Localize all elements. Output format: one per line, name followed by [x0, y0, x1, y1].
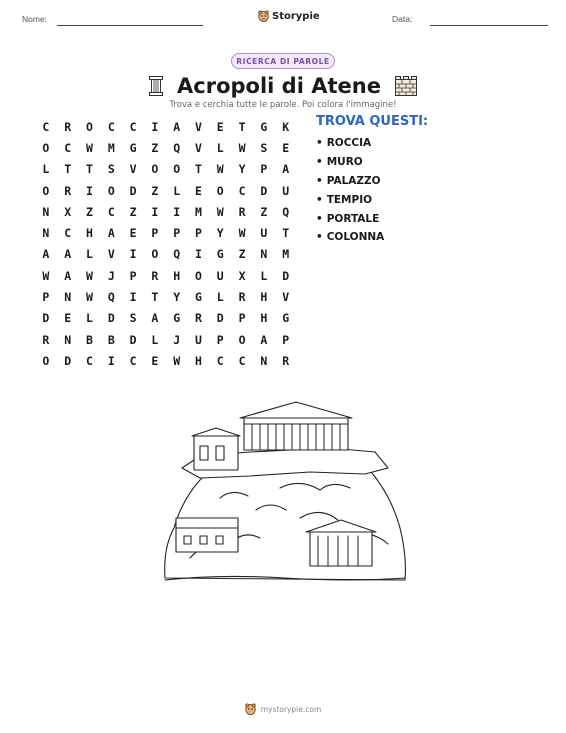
grid-row [35, 137, 297, 158]
grid-cell[interactable]: O [107, 183, 115, 198]
grid-row [35, 222, 297, 243]
instructions: Trova e cerchia tutte le parole. Poi colora l'immagine! [169, 100, 397, 110]
grid-cell[interactable]: A [173, 119, 181, 134]
grid-cell[interactable]: R [195, 311, 202, 326]
grid-cell[interactable]: N [260, 353, 268, 368]
grid-cell[interactable]: G [195, 290, 202, 305]
grid-row [35, 265, 297, 286]
grid-cell[interactable]: N [42, 204, 50, 219]
grid-cell[interactable]: C [64, 226, 72, 241]
grid-cell[interactable]: L [216, 290, 224, 305]
word-list-item: • COLONNA [316, 231, 385, 244]
grid-cell[interactable]: K [282, 119, 290, 134]
grid-cell[interactable]: I [129, 247, 137, 262]
grid-cell[interactable]: P [173, 226, 181, 241]
grid-cell[interactable]: W [86, 140, 93, 155]
storypie-logo-icon [245, 703, 256, 715]
grid-row [35, 159, 297, 180]
grid-cell[interactable]: P [216, 332, 224, 347]
grid-cell[interactable]: I [151, 204, 159, 219]
grid-cell[interactable]: T [86, 162, 93, 177]
name-line[interactable] [57, 25, 203, 26]
grid-cell[interactable]: H [86, 226, 93, 241]
grid-cell[interactable]: O [216, 183, 224, 198]
grid-cell[interactable]: P [195, 226, 202, 241]
grid-cell[interactable]: L [260, 268, 268, 283]
grid-cell[interactable]: C [64, 140, 72, 155]
grid-cell[interactable]: N [42, 226, 50, 241]
grid-cell[interactable]: W [86, 290, 93, 305]
grid-cell[interactable]: H [260, 311, 268, 326]
grid-cell[interactable]: V [195, 140, 202, 155]
grid-row [35, 116, 297, 137]
grid-cell[interactable]: D [216, 311, 224, 326]
grid-cell[interactable]: T [64, 162, 72, 177]
grid-cell[interactable]: A [64, 268, 72, 283]
grid-cell[interactable]: O [195, 268, 202, 283]
word-list-title: TROVA QUESTI: [316, 114, 429, 129]
grid-cell[interactable]: A [107, 226, 115, 241]
acropolis-illustration[interactable] [160, 388, 410, 593]
grid-cell[interactable]: J [173, 332, 181, 347]
word-label: PORTALE [326, 212, 380, 225]
date-label: Data: [392, 14, 413, 24]
word-label: PALAZZO [326, 174, 381, 187]
grid-cell[interactable]: L [86, 311, 93, 326]
grid-cell[interactable]: A [42, 247, 50, 262]
grid-cell[interactable]: Z [151, 140, 159, 155]
grid-cell[interactable]: X [64, 204, 72, 219]
grid-cell[interactable]: I [107, 353, 115, 368]
grid-row [35, 201, 297, 222]
grid-cell[interactable]: M [107, 140, 115, 155]
column-icon [149, 76, 163, 96]
grid-cell[interactable]: R [42, 332, 50, 347]
storypie-logo-icon [258, 10, 269, 22]
grid-cell[interactable]: D [42, 311, 50, 326]
grid-cell[interactable]: H [173, 268, 181, 283]
grid-cell[interactable]: E [151, 353, 159, 368]
grid-cell[interactable]: Q [173, 247, 181, 262]
grid-cell[interactable]: O [151, 162, 159, 177]
word-list-item: • PALAZZO [316, 174, 381, 187]
grid-cell[interactable]: C [42, 119, 50, 134]
grid-cell[interactable]: C [107, 204, 115, 219]
grid-cell[interactable]: W [216, 204, 224, 219]
grid-cell[interactable]: M [195, 204, 202, 219]
page-title: Acropoli di Atene [177, 74, 381, 98]
grid-cell[interactable]: Z [238, 247, 246, 262]
category-badge: RICERCA DI PAROLE [231, 53, 335, 69]
grid-cell[interactable]: A [260, 332, 268, 347]
word-label: ROCCIA [326, 137, 372, 150]
grid-cell[interactable]: N [260, 247, 268, 262]
footer-url[interactable]: mystorypie.com [260, 704, 322, 714]
grid-row [35, 308, 297, 329]
grid-cell[interactable]: P [129, 268, 137, 283]
grid-cell[interactable]: N [64, 290, 72, 305]
grid-cell[interactable]: T [151, 290, 159, 305]
grid-cell[interactable]: W [238, 226, 246, 241]
brand [258, 10, 320, 22]
grid-cell[interactable]: L [86, 247, 93, 262]
grid-cell[interactable]: I [86, 183, 93, 198]
grid-cell[interactable]: E [216, 119, 224, 134]
word-list [316, 134, 384, 247]
grid-cell[interactable]: R [64, 183, 72, 198]
grid-cell[interactable]: Q [282, 204, 290, 219]
grid-cell[interactable]: C [86, 353, 93, 368]
grid-cell[interactable]: E [129, 226, 137, 241]
grid-cell[interactable]: Q [107, 290, 115, 305]
grid-cell[interactable]: R [282, 353, 290, 368]
grid-cell[interactable]: O [42, 353, 50, 368]
word-list-item: • MURO [316, 156, 363, 169]
grid-cell[interactable]: W [86, 268, 93, 283]
grid-row [35, 244, 297, 265]
grid-cell[interactable]: N [64, 332, 72, 347]
grid-cell[interactable]: P [42, 290, 50, 305]
grid-cell[interactable]: B [107, 332, 115, 347]
grid-cell[interactable]: E [195, 183, 202, 198]
word-list-item: • ROCCIA [316, 137, 372, 150]
name-label: Nome: [22, 14, 48, 24]
grid-cell[interactable]: C [238, 353, 246, 368]
grid-cell[interactable]: U [260, 226, 268, 241]
grid-cell[interactable]: S [129, 311, 137, 326]
grid-cell[interactable]: Z [151, 183, 159, 198]
brick-wall-icon [395, 76, 417, 96]
grid-cell[interactable]: O [238, 332, 246, 347]
grid-cell[interactable]: Z [129, 204, 137, 219]
grid-cell[interactable]: X [238, 268, 246, 283]
grid-cell[interactable]: D [260, 183, 268, 198]
grid-cell[interactable]: E [64, 311, 72, 326]
grid-cell[interactable]: J [107, 268, 115, 283]
grid-cell[interactable]: A [282, 162, 290, 177]
grid-cell[interactable]: Z [260, 204, 268, 219]
grid-cell[interactable]: L [42, 162, 50, 177]
grid-cell[interactable]: Q [173, 140, 181, 155]
grid-cell[interactable]: D [107, 311, 115, 326]
grid-cell[interactable]: H [260, 290, 268, 305]
word-list-item: • TEMPIO [316, 193, 373, 206]
grid-cell[interactable]: E [282, 140, 290, 155]
grid-cell[interactable]: C [107, 119, 115, 134]
grid-cell[interactable]: W [173, 353, 181, 368]
word-label: MURO [326, 156, 363, 169]
grid-cell[interactable]: P [151, 226, 159, 241]
grid-cell[interactable]: D [129, 183, 137, 198]
grid-cell[interactable]: G [260, 119, 268, 134]
grid-cell[interactable]: R [151, 268, 159, 283]
grid-cell[interactable]: S [260, 140, 268, 155]
brand-name: Storypie [272, 10, 320, 22]
grid-cell[interactable]: T [238, 119, 246, 134]
grid-cell[interactable]: P [282, 332, 290, 347]
grid-cell[interactable]: C [129, 353, 137, 368]
grid-cell[interactable]: G [282, 311, 290, 326]
grid-cell[interactable]: O [86, 119, 93, 134]
grid-cell[interactable]: T [282, 226, 290, 241]
grid-cell[interactable]: V [129, 162, 137, 177]
grid-cell[interactable]: W [216, 162, 224, 177]
grid-cell[interactable]: I [173, 204, 181, 219]
grid-cell[interactable]: R [238, 204, 246, 219]
letter-grid [35, 116, 297, 372]
grid-cell[interactable]: L [151, 332, 159, 347]
grid-cell[interactable]: C [129, 119, 137, 134]
date-line[interactable] [430, 25, 548, 26]
grid-cell[interactable]: L [216, 140, 224, 155]
grid-cell[interactable]: D [64, 353, 72, 368]
grid-cell[interactable]: O [151, 247, 159, 262]
grid-row [35, 180, 297, 201]
grid-cell[interactable]: G [173, 311, 181, 326]
grid-cell[interactable]: H [195, 353, 202, 368]
grid-cell[interactable]: V [282, 290, 290, 305]
grid-cell[interactable]: V [107, 247, 115, 262]
grid-cell[interactable]: Y [238, 162, 246, 177]
grid-cell[interactable]: P [260, 162, 268, 177]
grid-cell[interactable]: I [151, 119, 159, 134]
grid-cell[interactable]: I [195, 247, 202, 262]
grid-cell[interactable]: U [282, 183, 290, 198]
grid-cell[interactable]: I [129, 290, 137, 305]
grid-cell[interactable]: D [129, 332, 137, 347]
grid-cell[interactable]: Y [216, 226, 224, 241]
grid-cell[interactable]: M [282, 247, 290, 262]
grid-cell[interactable]: Z [86, 204, 93, 219]
grid-cell[interactable]: A [151, 311, 159, 326]
word-label: COLONNA [326, 231, 385, 244]
grid-cell[interactable]: L [173, 183, 181, 198]
grid-cell[interactable]: R [64, 119, 72, 134]
grid-cell[interactable]: R [238, 290, 246, 305]
grid-row [35, 329, 297, 350]
grid-cell[interactable]: T [195, 162, 202, 177]
footer [0, 703, 566, 715]
grid-cell[interactable]: O [173, 162, 181, 177]
grid-cell[interactable]: Y [173, 290, 181, 305]
grid-cell[interactable]: W [42, 268, 50, 283]
title-row [0, 74, 566, 98]
grid-cell[interactable]: V [195, 119, 202, 134]
grid-cell[interactable]: C [238, 183, 246, 198]
grid-cell[interactable]: A [64, 247, 72, 262]
grid-cell[interactable]: O [42, 140, 50, 155]
grid-cell[interactable]: U [195, 332, 202, 347]
grid-cell[interactable]: W [238, 140, 246, 155]
word-list-item: • PORTALE [316, 212, 380, 225]
grid-cell[interactable]: G [129, 140, 137, 155]
grid-cell[interactable]: C [216, 353, 224, 368]
grid-row [35, 350, 297, 371]
grid-cell[interactable]: U [216, 268, 224, 283]
grid-cell[interactable]: G [216, 247, 224, 262]
grid-cell[interactable]: P [238, 311, 246, 326]
grid-cell[interactable]: O [42, 183, 50, 198]
grid-cell[interactable]: D [282, 268, 290, 283]
grid-cell[interactable]: S [107, 162, 115, 177]
grid-row [35, 286, 297, 307]
grid-cell[interactable]: B [86, 332, 93, 347]
word-label: TEMPIO [326, 193, 373, 206]
